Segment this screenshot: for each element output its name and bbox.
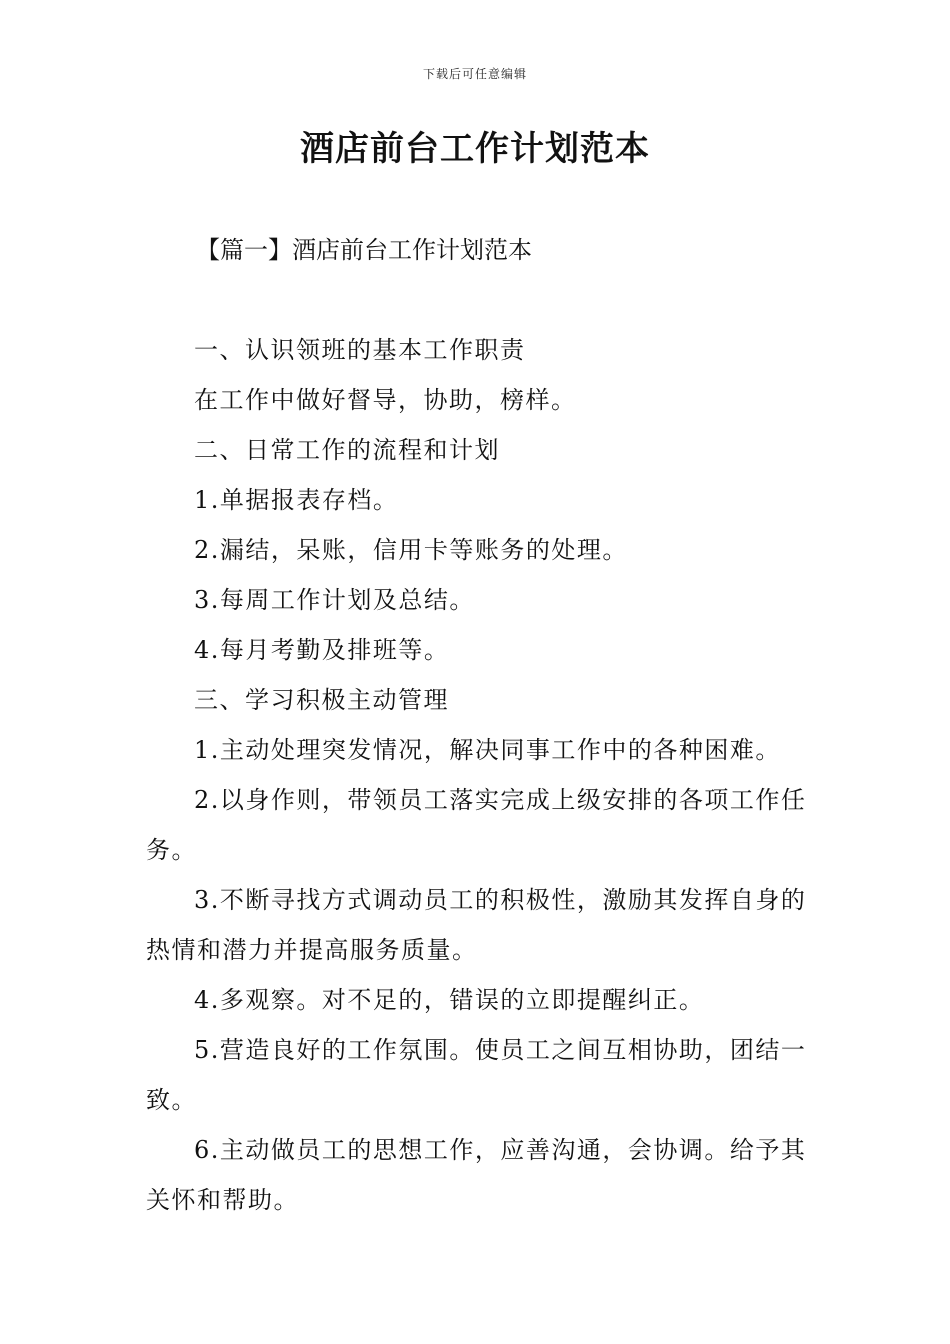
paragraph-2: 在工作中做好督导，协助，榜样。	[194, 386, 577, 414]
paragraph-9: 1.主动处理突发情况，解决同事工作中的各种困难。	[194, 736, 781, 764]
paragraph-1: 一、认识领班的基本工作职责	[194, 336, 526, 364]
section-heading: 【篇一】酒店前台工作计划范本	[196, 236, 532, 264]
document-title: 酒店前台工作计划范本	[300, 129, 650, 169]
document-body	[146, 325, 810, 1225]
page-header-note: 下载后可任意编辑	[422, 67, 527, 81]
paragraph-14: 6.主动做员工的思想工作，应善沟通，会协调。给予其关怀和帮助。	[146, 1136, 807, 1214]
paragraph-3: 二、日常工作的流程和计划	[194, 436, 500, 464]
paragraph-10: 2.以身作则，带领员工落实完成上级安排的各项工作任务。	[146, 786, 807, 864]
paragraph-13: 5.营造良好的工作氛围。使员工之间互相协助，团结一致。	[146, 1036, 807, 1114]
paragraph-11: 3.不断寻找方式调动员工的积极性，激励其发挥自身的热情和潜力并提高服务质量。	[146, 886, 807, 964]
paragraph-6: 3.每周工作计划及总结。	[194, 586, 475, 614]
paragraph-12: 4.多观察。对不足的，错误的立即提醒纠正。	[194, 986, 705, 1014]
paragraph-4: 1.单据报表存档。	[194, 486, 399, 514]
paragraph-8: 三、学习积极主动管理	[194, 686, 449, 714]
paragraph-7: 4.每月考勤及排班等。	[194, 636, 450, 664]
paragraph-5: 2.漏结，呆账，信用卡等账务的处理。	[194, 536, 628, 564]
